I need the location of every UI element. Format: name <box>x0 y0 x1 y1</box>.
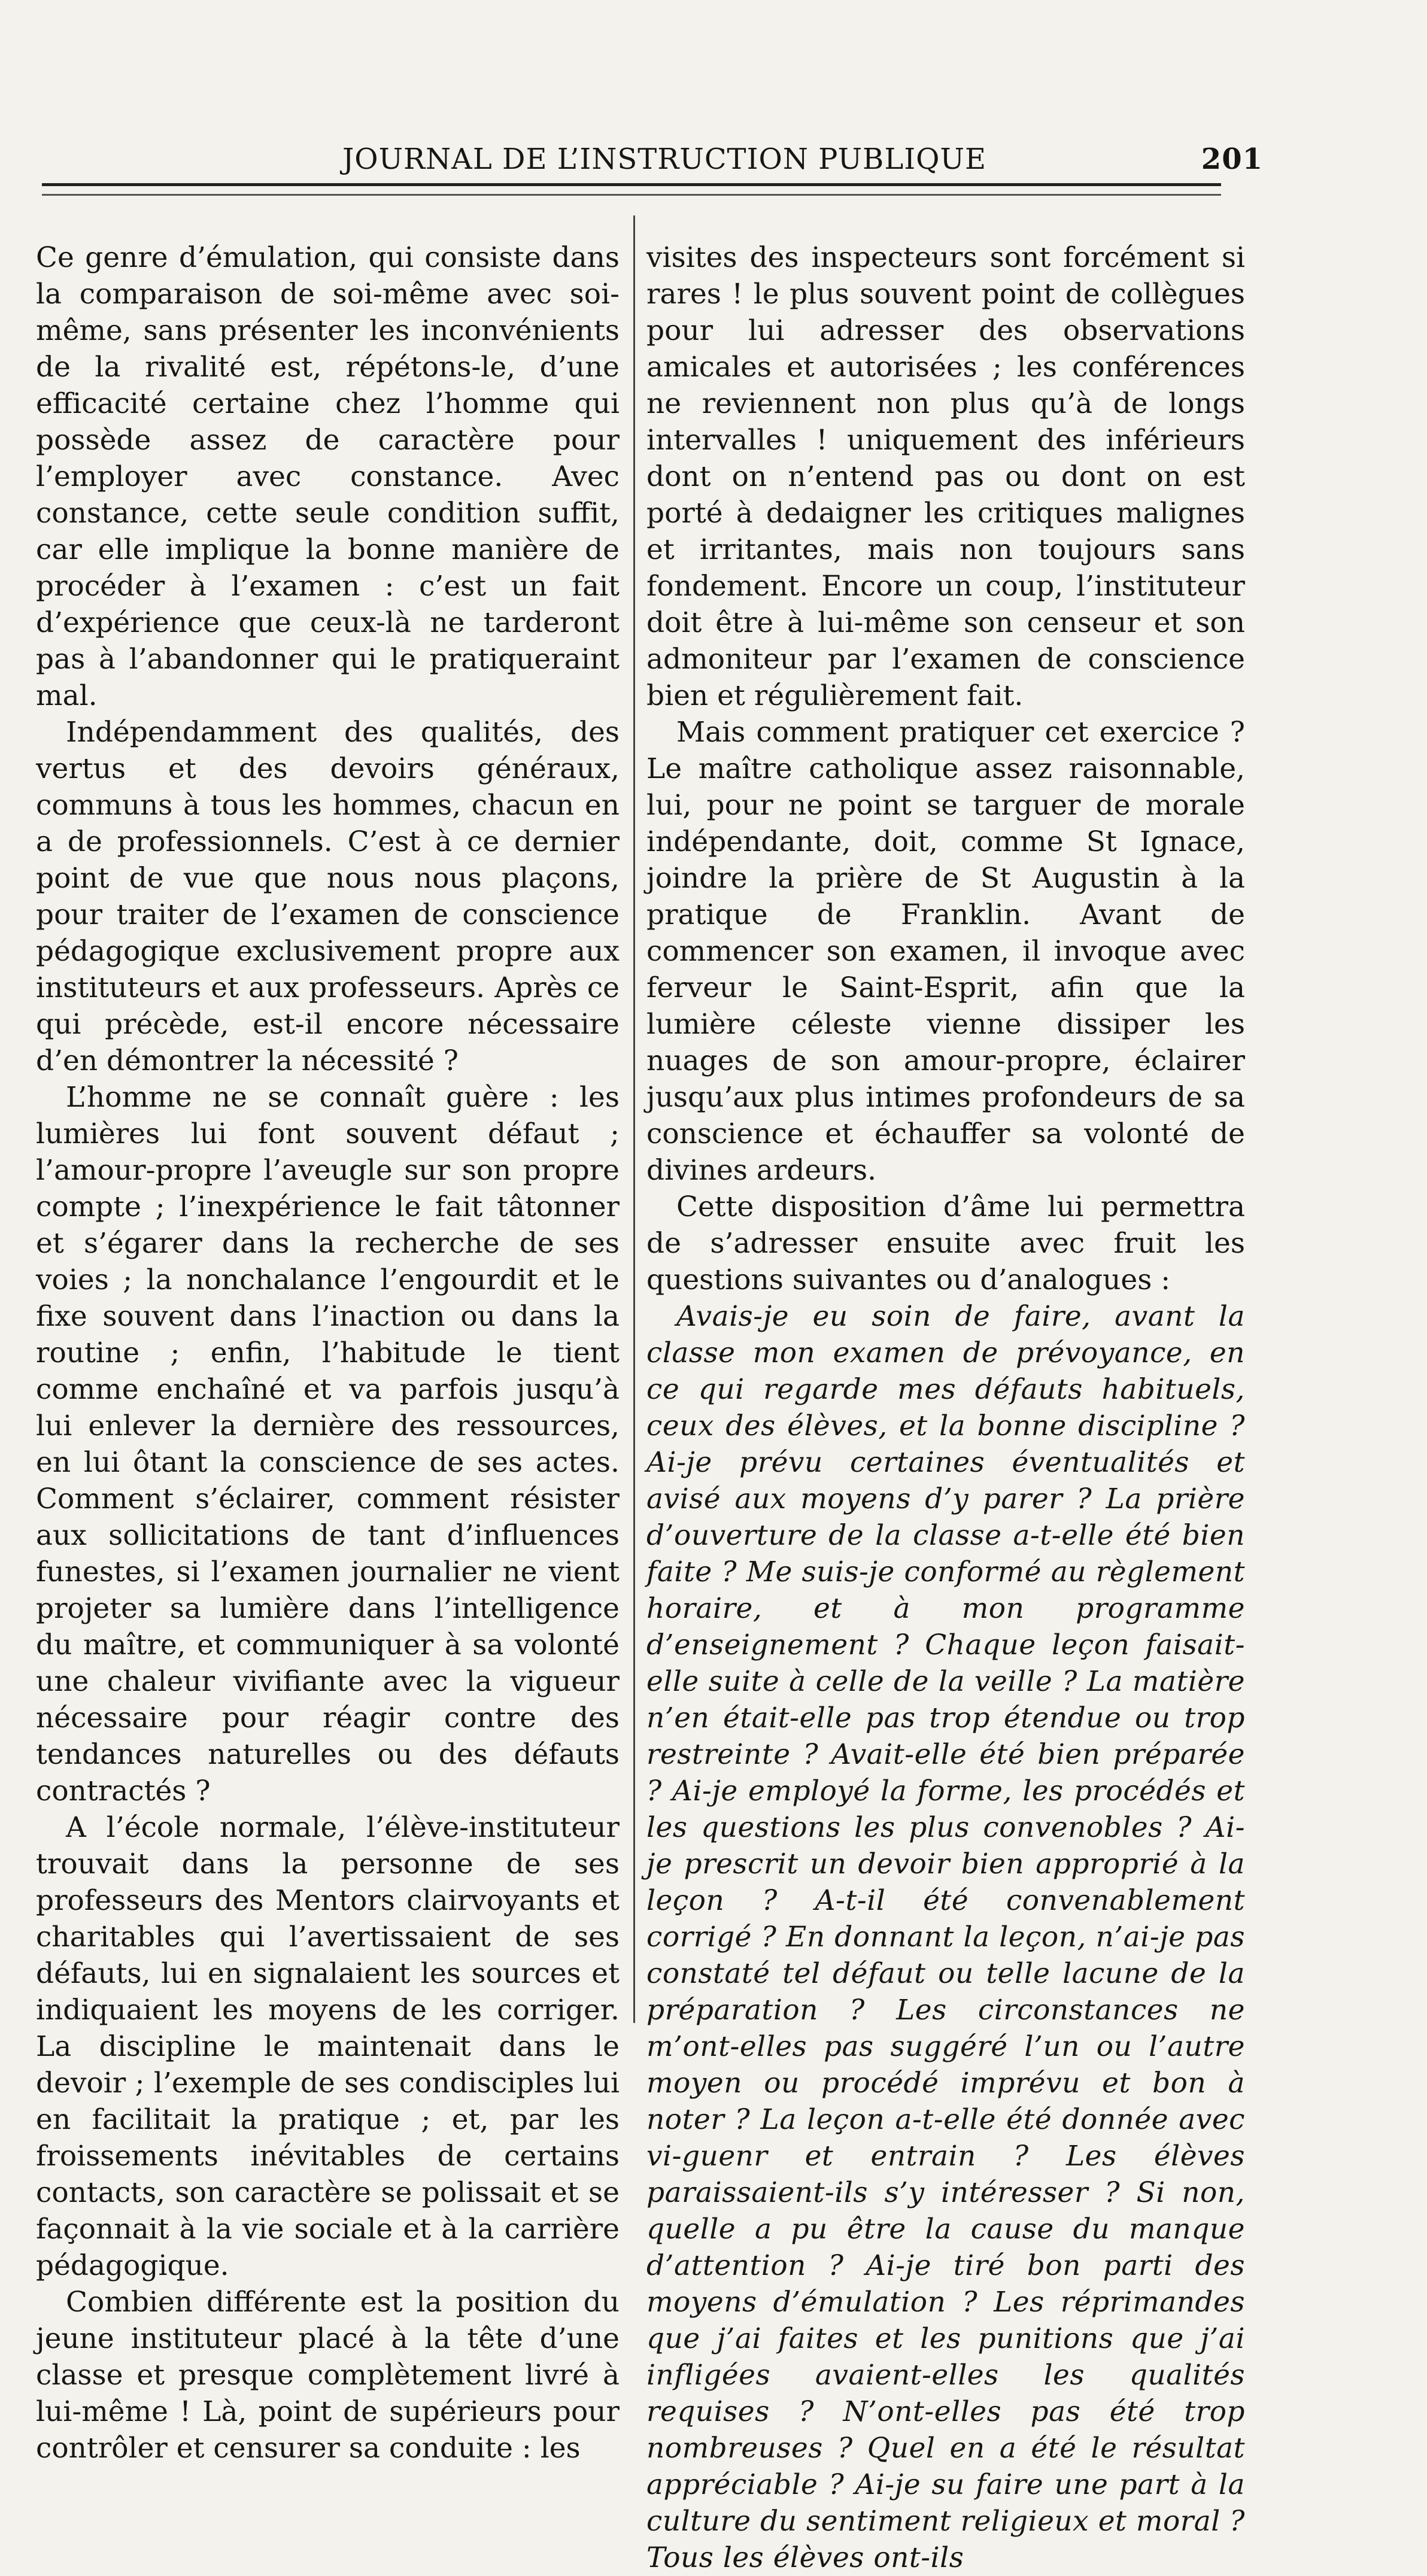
header-rule-thin <box>42 194 1221 196</box>
left-column <box>36 239 620 2466</box>
paragraph: Indépendamment des qualités, des vertus et des devoirs généraux, communs à tous les hommes, chacun en a de professionnels. C’est à ce dernier point de vue que nous nous plaçons, pour traiter de l’examen de conscience pédagogique exclusivement propre aux instituteurs et aux professeurs. Après ce qui précède, est-il encore nécessaire d’en démontrer la nécessité ? <box>36 716 620 1077</box>
paragraph: Combien différente est la position du jeune instituteur placé à la tête d’une classe et presque complètement livré à lui-même ! Là, point de supérieurs pour contrôler et censurer sa conduite : les <box>36 2286 620 2465</box>
column-divider <box>633 215 635 2023</box>
paragraph: Ce genre d’émulation, qui consiste dans la comparaison de soi-même avec soi-même, sans présenter les inconvénients de la rivalité est, répétons-le, d’une efficacité certaine chez l’homme qui possède assez de caractère pour l’employer avec constance. Avec constance, cette seule condition suffit, car elle implique la bonne manière de procéder à l’examen : c’est un fait d’expérience que ceux-là ne tarderont pas à l’abandonner qui le pratiqueraint mal. <box>36 241 620 712</box>
right-column <box>646 239 1245 2576</box>
header-rule-thick <box>42 183 1221 186</box>
journal-title: JOURNAL DE L’INSTRUCTION PUBLIQUE <box>342 142 986 176</box>
italic-questions-paragraph: Avais-je eu soin de faire, avant la classe mon examen de prévoyance, en ce qui regarde mes défauts habituels, ceux des élèves, et la bonne discipline ? Ai-je prévu certaines éventualités et avisé aux moyens d’y parer ? La prière d’ouverture de la classe a-t-elle été bien faite ? Me suis-je conformé au règlement horaire, et à mon programme d’enseignement ? Chaque leçon faisait-elle suite à celle de la veille ? La matière n’en était-elle pas trop étendue ou trop restreinte ? Avait-elle été bien préparée ? Ai-je employé la forme, les procédés et les questions les plus convenobles ? Ai-je prescrit un devoir bien approprié à la leçon ? A-t-il été convenablement corrigé ? En donnant la leçon, n’ai-je pas constaté tel défaut ou telle lacune de la préparation ? Les circonstances ne m’ont-elles pas suggéré l’un ou l’autre moyen ou procédé imprévu et bon à noter ? La leçon a-t-elle été donnée avec vi-guenr et entrain ? Les élèves paraissaient-ils s’y intéresser ? Si non, quelle a pu être la cause du manque d’attention ? Ai-je tiré bon parti des moyens d’émulation ? Les réprimandes que j’ai faites et les punitions que j’ai infligées avaient-elles les qualités requises ? N’ont-elles pas été trop nombreuses ? Quel en a été le résultat appréciable ? Ai-je su faire une part à la culture du sentiment religieux et moral ? Tous les élèves ont-ils <box>646 1300 1245 2574</box>
paragraph: L’homme ne se connaît guère : les lumières lui font souvent défaut ; l’amour-propre l’aveugle sur son propre compte ; l’inexpérience le fait tâtonner et s’égarer dans la recherche de ses voies ; la nonchalance l’engourdit et le fixe souvent dans l’inaction ou dans la routine ; enfin, l’habitude le tient comme enchaîné et va parfois jusqu’à lui enlever la dernière des ressources, en lui ôtant la conscience de ses actes. Comment s’éclairer, comment résister aux sollicitations de tant d’influences funestes, si l’examen journalier ne vient projeter sa lumière dans l’intelligence du maître, et communiquer à sa volonté une chaleur vivifiante avec la vigueur nécessaire pour réagir contre des tendances naturelles ou des défauts contractés ? <box>36 1081 620 1808</box>
paragraph: visites des inspecteurs sont forcément si rares ! le plus souvent point de collègues pour lui adresser des observations amicales et autorisées ; les conférences ne reviennent non plus qu’à de longs intervalles ! uniquement des inférieurs dont on n’entend pas ou dont on est porté à dedaigner les critiques malignes et irritantes, mais non toujours sans fondement. Encore un coup, l’instituteur doit être à lui-même son censeur et son admoniteur par l’examen de conscience bien et régulièrement fait. <box>646 241 1245 712</box>
running-header <box>281 142 1263 186</box>
paragraph: A l’école normale, l’élève-instituteur trouvait dans la personne de ses professeurs des Mentors clairvoyants et charitables qui l’avertissaient de ses défauts, lui en signalaient les sources et indiquaient les moyens de les corriger. La discipline le maintenait dans le devoir ; l’exemple de ses condisciples lui en facilitait la pratique ; et, par les froissements inévitables de certains contacts, son caractère se polissait et se façonnait à la vie sociale et à la carrière pédagogique. <box>36 1811 620 2282</box>
paragraph: Cette disposition d’âme lui permettra de s’adresser ensuite avec fruit les questions suivantes ou d’analogues : <box>646 1190 1245 1296</box>
page-number: 201 <box>1201 142 1263 176</box>
paragraph: Mais comment pratiquer cet exercice ? Le maître catholique assez raisonnable, lui, pour ne point se targuer de morale indépendante, doit, comme St Ignace, joindre la prière de St Augustin à la pratique de Franklin. Avant de commencer son examen, il invoque avec ferveur le Saint-Esprit, afin que la lumière céleste vienne dissiper les nuages de son amour-propre, éclairer jusqu’aux plus intimes profondeurs de sa conscience et échauffer sa volonté de divines ardeurs. <box>646 716 1245 1187</box>
